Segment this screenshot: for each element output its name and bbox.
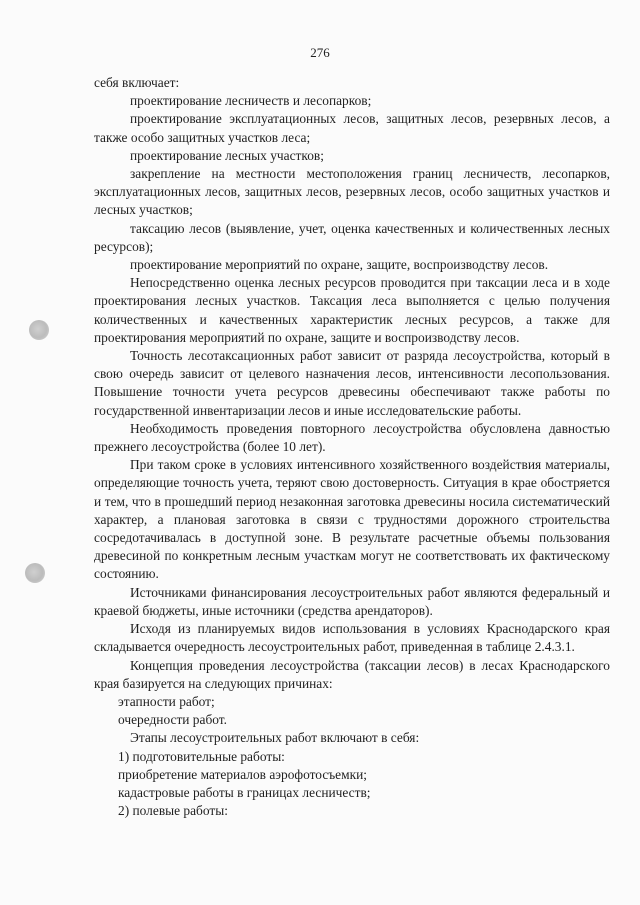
- paragraph: Необходимость проведения повторного лесоустройства обусловлена давностью прежнего лесоустройства (более 10 лет).: [94, 420, 610, 455]
- paragraph: проектирование мероприятий по охране, защите, воспроизводству лесов.: [130, 257, 549, 273]
- paragraph: проектирование лесничеств и лесопарков;: [130, 93, 372, 109]
- paragraph: очередности работ.: [118, 712, 227, 728]
- binder-hole-bottom: [25, 563, 45, 583]
- paragraph: Концепция проведения лесоустройства (таксации лесов) в лесах Краснодарского края базируется на следующих причинах:: [94, 657, 610, 691]
- paragraph: себя включает:: [94, 75, 180, 90]
- binder-hole-top: [29, 320, 49, 340]
- paragraph: Точность лесотаксационных работ зависит от разряда лесоустройства, который в свою очередь зависит от целевого назначения лесов, интенсивности лесопользования. Повышение точности учета ресурсов древесины обеспечивают также работы по государственной инвентаризации лесов и иные исследовательские работы.: [94, 348, 610, 418]
- paragraph: 2) полевые работы:: [118, 803, 228, 819]
- paragraph: 1) подготовительные работы:: [118, 748, 285, 764]
- paragraph: Непосредственно оценка лесных ресурсов проводится при таксации леса и в ходе проектирования лесных участков. Таксация леса выполняется с целью получения количественных и качественных характеристик лесных ресурсов, а также для проектирования мероприятий по охране, защите и воспроизводству лесов.: [94, 275, 610, 345]
- paragraph: кадастровые работы в границах лесничеств;: [118, 784, 371, 800]
- paragraph: проектирование эксплуатационных лесов, защитных лесов, резервных лесов, а также особо защитных участков леса;: [94, 111, 610, 145]
- paragraph: приобретение материалов аэрофотосъемки;: [118, 766, 367, 782]
- paragraph: этапности работ;: [118, 693, 215, 709]
- paragraph: При таком сроке в условиях интенсивного хозяйственного воздействия материалы, определяющие точность учета, теряют свою достоверность. Ситуация в крае обостряется и тем, что в прошедший период незаконная заготовка древесины носила систематический характер, а плановая заготовка в связи с трудностями дорожного строительства сосредотачивалась в доступной зоне. В результате расчетные объемы пользования древесиной по конкретным лесным участкам могут не соответствовать их фактическому состоянию.: [94, 457, 610, 582]
- paragraph: закрепление на местности местоположения границ лесничеств, лесопарков, эксплуатационных лесов, защитных лесов, резервных лесов, особо защитных участков и лесных участков;: [94, 166, 610, 218]
- paragraph: проектирование лесных участков;: [130, 147, 324, 163]
- document-body: [94, 74, 610, 820]
- paragraph: Исходя из планируемых видов использования в условиях Краснодарского края складывается очередность лесоустроительных работ, приведенная в таблице 2.4.3.1.: [94, 621, 610, 655]
- paragraph: таксацию лесов (выявление, учет, оценка качественных и количественных лесных ресурсов);: [94, 220, 610, 254]
- paragraph: Этапы лесоустроительных работ включают в себя:: [130, 730, 420, 746]
- page-number: 276: [310, 45, 330, 60]
- paragraph: Источниками финансирования лесоустроительных работ являются федеральный и краевой бюджеты, иные источники (средства арендаторов).: [94, 584, 610, 618]
